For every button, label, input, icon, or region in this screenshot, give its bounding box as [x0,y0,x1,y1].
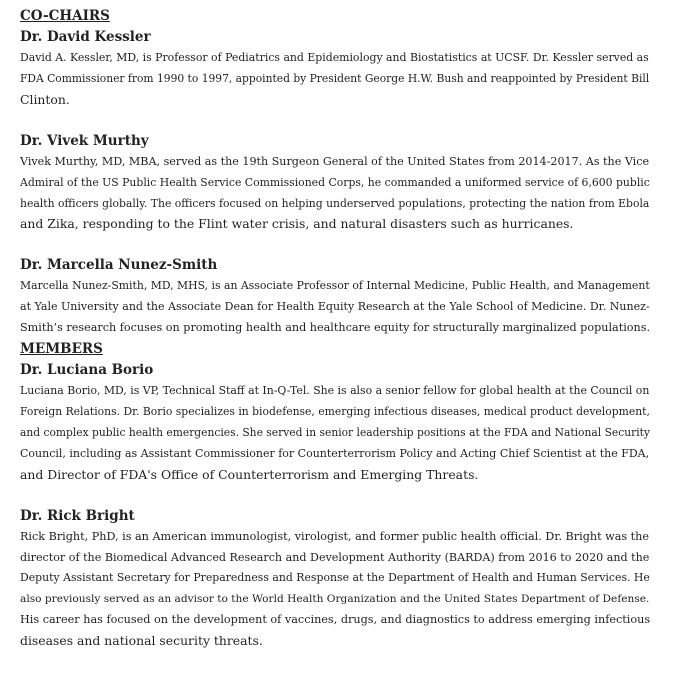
bio-line: also previously served as an advisor to the World Health Organization and the United States Department of Defense. [20,593,650,606]
bio-line: Marcella Nunez-Smith, MD, MHS, is an Associate Professor of Internal Medicine, Public Health, and Management [20,279,650,293]
person-bio [20,48,654,111]
person-luciana-borio [20,360,654,486]
bio-line: director of the Biomedical Advanced Research and Development Authority (BARDA) from 2016 to 2020 and the [20,550,650,564]
person-david-kessler [20,27,654,111]
bio-line: diseases and national security threats. [20,633,263,649]
bio-line: health officers globally. The officers focused on helping underserved populations, protecting the nation from Ebola [20,196,650,210]
person-rick-bright [20,506,654,652]
person-bio [20,152,654,236]
members-section [20,339,654,652]
bio-line: and Director of FDA's Office of Counterterrorism and Emerging Threats. [20,466,479,482]
person-name: Dr. Rick Bright [20,507,135,524]
bio-line: Smith’s research focuses on promoting health and healthcare equity for structurally marginalized populations. [20,321,651,335]
bio-line: at Yale University and the Associate Dean for Health Equity Research at the Yale School of Medicine. Dr. Nunez- [20,300,650,314]
person-bio [20,276,654,339]
bio-line: and Zika, responding to the Flint water crisis, and natural disasters such as hurricanes. [20,216,574,232]
person-bio [20,527,654,652]
bio-line: Foreign Relations. Dr. Borio specializes in biodefense, emerging infectious diseases, medical product development, [20,404,650,418]
bio-line: Vivek Murthy, MD, MBA, served as the 19th Surgeon General of the United States from 2014-2017. As the Vice [20,154,650,168]
person-name: Dr. Vivek Murthy [20,132,149,149]
person-bio [20,381,654,486]
bio-line: Rick Bright, PhD, is an American immunologist, virologist, and former public health official. Dr. Bright was the [20,529,649,543]
bio-line: Deputy Assistant Secretary for Preparedness and Response at the Department of Health and Human Services. He [20,571,650,585]
person-name: Dr. David Kessler [20,29,151,45]
bio-line: Council, including as Assistant Commissioner for Counterterrorism Policy and Acting Chief Scientist at the FDA, [20,446,650,460]
bio-line: and complex public health emergencies. She served in senior leadership positions at the FDA and National Security [20,425,650,439]
person-marcella-nunez-smith [20,255,654,339]
bio-line: Luciana Borio, MD, is VP, Technical Staff at In-Q-Tel. She is also a senior fellow for global health at the Council on [20,384,650,398]
section-heading-members: MEMBERS [20,341,103,358]
bio-line: His career has focused on the development of vaccines, drugs, and diagnostics to address emerging infectious [20,613,651,627]
section-heading-co-chairs: CO-CHAIRS [20,8,110,24]
person-name: Dr. Luciana Borio [20,362,154,379]
bio-line: Admiral of the US Public Health Service Commissioned Corps, he commanded a uniformed service of 6,600 public [20,175,650,189]
bio-line: David A. Kessler, MD, is Professor of Pediatrics and Epidemiology and Biostatistics at UCSF. Dr. Kessler served as [20,51,649,64]
person-name: Dr. Marcella Nunez-Smith [20,257,218,274]
co-chairs-section [20,6,654,339]
bio-line: Clinton. [20,91,70,107]
person-vivek-murthy [20,131,654,236]
bio-line: FDA Commissioner from 1990 to 1997, appointed by President George H.W. Bush and reappointed by President Bill [20,71,650,85]
